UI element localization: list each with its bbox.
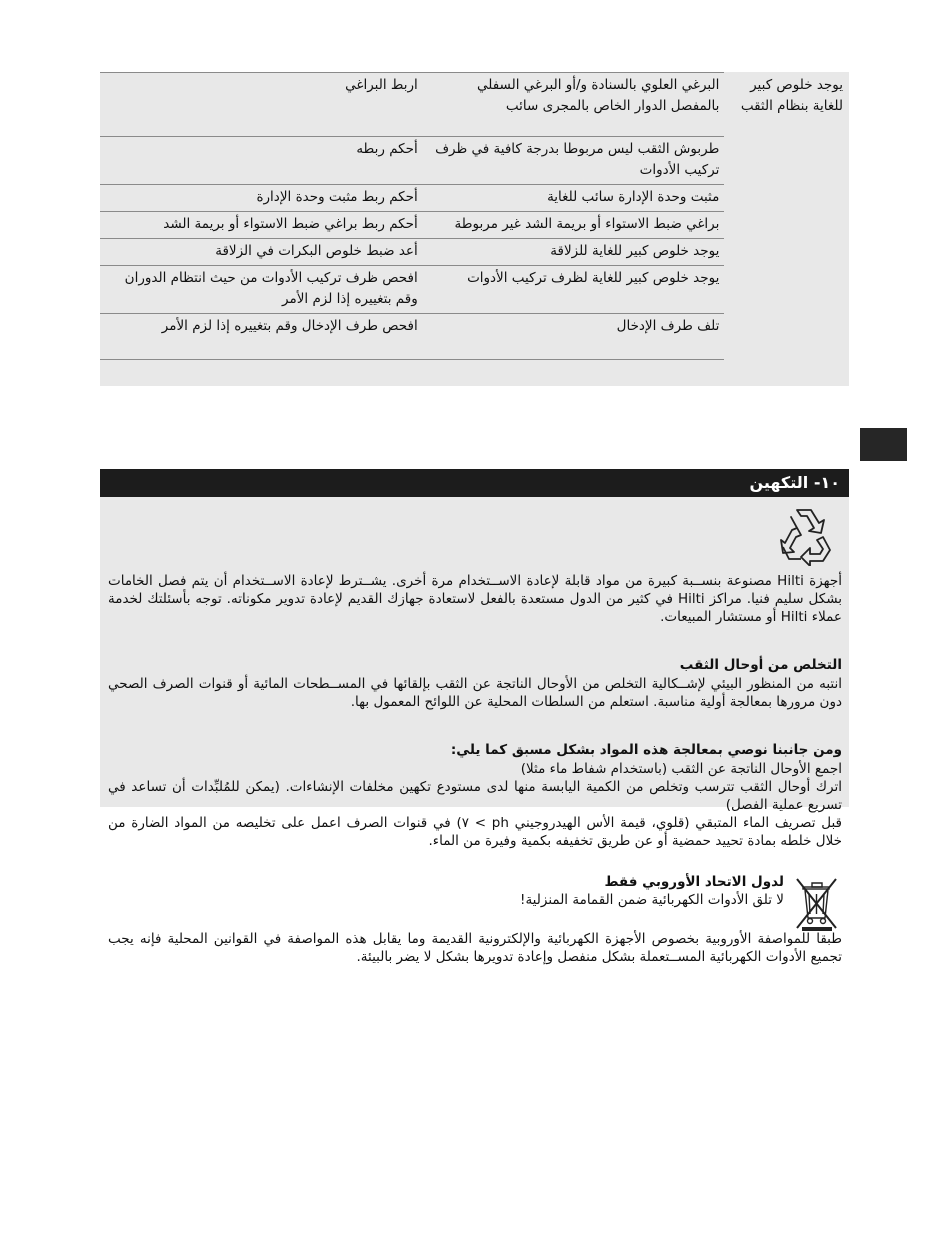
table-row <box>100 73 849 137</box>
remedy-cell: أحكم ربط مثبت وحدة الإدارة <box>100 185 423 212</box>
cause-cell: يوجد خلوص كبير للغاية لظرف تركيب الأدوات <box>423 266 725 314</box>
remedy-cell: أحكم ربط براغي ضبط الاستواء أو بريمة الشد <box>100 212 423 239</box>
remedy-cell: افحص طرف الإدخال وقم بتغييره إذا لزم الأمر <box>100 314 423 360</box>
recycle-icon <box>770 504 838 566</box>
cause-cell: البرغي العلوي بالسنادة و/أو البرغي السفلي بالمفصل الدوار الخاص بالمجرى سائب <box>423 73 725 137</box>
cause-cell: يوجد خلوص كبير للغاية للزلاقة <box>423 239 725 266</box>
recommend-step: قبل تصريف الماء المتبقي (قلوي، قيمة الأس الهيدروجيني ph > ٧) في قنوات الصرف اعمل على تخليصه من المواد الضارة من خلال خلطه بمادة تحييد حمضية أو عن طريق تخفيفه بكمية وفيرة من الماء. <box>108 815 842 849</box>
troubleshooting-table <box>100 72 849 386</box>
recommend-heading: ومن جانبنا نوصي بمعالجة هذه المواد بشكل مسبق كما يلي: <box>450 742 842 758</box>
eu-heading: لدول الاتحاد الأوروبي فقط <box>604 874 784 890</box>
recommend-step: اترك أوحال الثقب تترسب وتخلص من الكمية اليابسة منها لدى مستودع تكهين مخلفات الإنشاءات. (يمكن للمُلبِّدات أن تساعد في تسريع عملية الفصل) <box>108 779 842 813</box>
cause-cell: براغي ضبط الاستواء أو بريمة الشد غير مربوطة <box>423 212 725 239</box>
cause-cell: مثبت وحدة الإدارة سائب للغاية <box>423 185 725 212</box>
remedy-cell: أحكم ربطه <box>100 137 423 185</box>
intro-paragraph: أجهزة Hilti مصنوعة بنســبة كبيرة من مواد قابلة لإعادة الاســتخدام مرة أخرى. يشــترط لإعادة الاســتخدام أن يتم فصل الخامات بشكل سليم فنيا. مراكز Hilti في كثير من الدول مستعدة بالفعل لاستعادة جهازك القديم لإعادة تدوير مكوناته. توجه بأسئلتك لخدمة عملاء Hilti أو مستشار المبيعات. <box>108 573 843 625</box>
cause-cell: تلف طرف الإدخال <box>423 314 725 360</box>
section-title: ١٠- التكهين <box>100 469 849 497</box>
sludge-paragraph: انتبه من المنظور البيئي لإشــكالية التخلص من الأوحال الناتجة عن الثقب بإلقائها في المســطحات المائية أو قنوات الصرف الصحي دون مرورها بمعالجة أولية مناسبة. استعلم من السلطات المحلية عن اللوائح المعمول بها. <box>108 676 842 710</box>
remedy-cell: أعد ضبط خلوص البكرات في الزلاقة <box>100 239 423 266</box>
cause-cell: طربوش الثقب ليس مربوطا بدرجة كافية في ظرف تركيب الأدوات <box>423 137 725 185</box>
chapter-tab-marker <box>860 428 907 461</box>
remedy-cell: اربط البراغي <box>100 73 423 137</box>
recommend-step: اجمع الأوحال الناتجة عن الثقب (باستخدام شفاط ماء مثلا) <box>520 761 842 777</box>
sludge-heading: التخلص من أوحال الثقب <box>679 657 842 673</box>
remedy-cell: افحص ظرف تركيب الأدوات من حيث انتظام الدوران وقم بتغييره إذا لزم الأمر <box>100 266 423 314</box>
eu-warning-line: لا تلق الأدوات الكهربائية ضمن القمامة المنزلية! <box>520 892 784 908</box>
eu-paragraph: طبقا للمواصفة الأوروبية بخصوص الأجهزة الكهربائية والإلكترونية القديمة وما يقابل هذه المواصفة في القوانين المحلية فإنه يجب تجميع الأدوات الكهربائية المســتعملة بشكل منفصل وإعادة تدويرها بشكل لا يضر بالبيئة. <box>108 931 842 965</box>
crossed-bin-icon <box>793 873 841 931</box>
fault-cell: يوجد خلوص كبير للغاية بنظام الثقب <box>740 76 843 114</box>
